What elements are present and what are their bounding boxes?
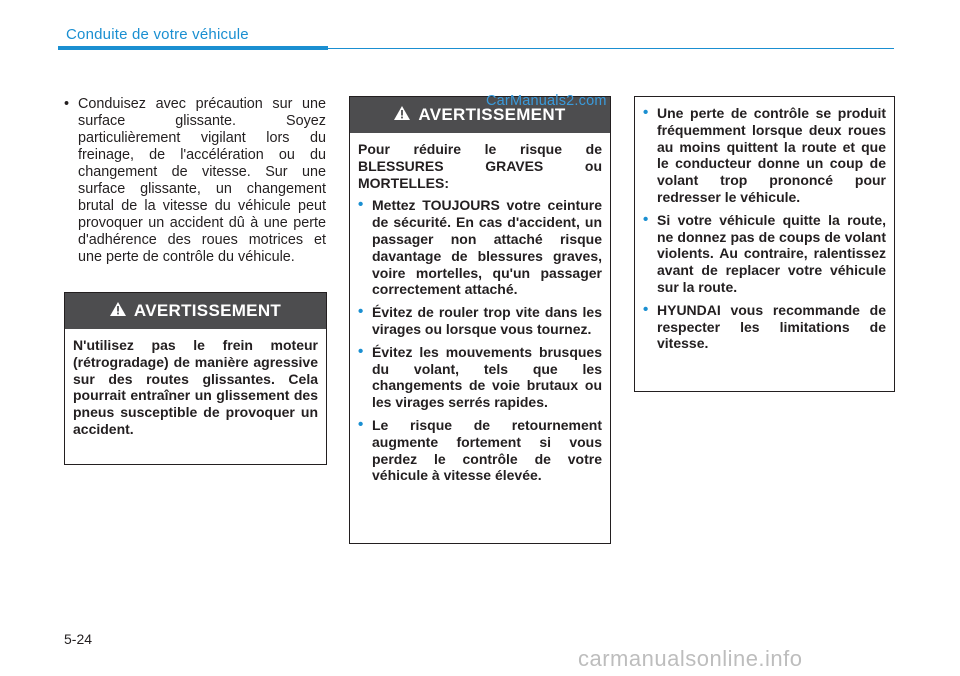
bullet-dot: • [358, 196, 364, 214]
bullet: • [64, 96, 70, 112]
watermark-top: CarManuals2.com [486, 93, 607, 109]
warning-list [358, 197, 602, 484]
warning-box-continuation [634, 96, 895, 392]
warning-box-engine-brake [64, 292, 327, 465]
list-item: • Évitez les mouvements brusques du volant, tels que les changements de voie brutaux ou les virages serrés rapides. [358, 342, 602, 411]
bullet-dot: • [358, 415, 364, 433]
warning-list [643, 105, 886, 352]
bullet-dot: • [643, 210, 649, 228]
warning-header [65, 293, 326, 329]
list-item: • Évitez de rouler trop vite dans les virages ou lorsque vous tournez. [358, 303, 602, 337]
warning-body [65, 329, 326, 446]
list-item: • Mettez TOUJOURS votre ceinture de sécurité. En cas d'accident, un passager non attaché risque davantage de blessures graves, voire mortelles, qu'un passager correctement attaché. [358, 196, 602, 298]
list-item: • Une perte de contrôle se produit fréquemment lorsque deux roues au moins quittent la route et que le conducteur donne un coup de volant trop prononcé pour redresser le véhicule. [643, 104, 886, 205]
list-item: • HYUNDAI vous recommande de respecter les limitations de vitesse. [643, 300, 886, 352]
warning-triangle-icon [110, 301, 126, 321]
warning-box-injury [349, 96, 611, 544]
intro-text: Conduisez avec précaution sur une surface glissante. Soyez particulièrement vigilant lors du freinage, de l'accélération ou du changement de vitesse. Sur une surface glissante, un changement brutal de la vitesse du véhicule peut provoquer un accident dû à une perte d'adhérence des roues motrices et une perte de contrôle du véhicule. [78, 96, 326, 265]
warning-intro: Pour réduire le risque de BLESSURES GRAVES ou MORTELLES: [358, 141, 602, 191]
warning-text: N'utilisez pas le frein moteur (rétrogradage) de manière agressive sur des routes glissantes. Cela pourrait entraîner un glissement des pneus susceptible de provoquer un accident. [73, 337, 318, 437]
bullet-dot: • [643, 104, 649, 121]
bullet-dot: • [358, 342, 364, 360]
warning-title: AVERTISSEMENT [133, 301, 282, 320]
bullet-dot: • [358, 303, 364, 321]
page-number: 5-24 [64, 631, 93, 647]
section-title: Conduite de votre véhicule [66, 26, 249, 43]
intro-paragraph [64, 96, 326, 266]
warning-body [635, 97, 894, 360]
header-rule-thick [58, 46, 328, 50]
warning-body [350, 133, 610, 492]
list-item: • Le risque de retournement augmente fortement si vous perdez le contrôle de votre véhicule à vitesse élevée. [358, 415, 602, 484]
warning-title: AVERTISSEMENT [418, 105, 566, 124]
list-item: • Si votre véhicule quitte la route, ne donnez pas de coups de volant violents. Au contraire, ralentissez avant de replacer votre véhicule sur la route. [643, 210, 886, 295]
bullet-dot: • [643, 300, 649, 318]
warning-triangle-icon [394, 105, 410, 125]
header-rule-thin [328, 48, 894, 49]
watermark-bottom: carmanualsonline.info [578, 646, 803, 671]
